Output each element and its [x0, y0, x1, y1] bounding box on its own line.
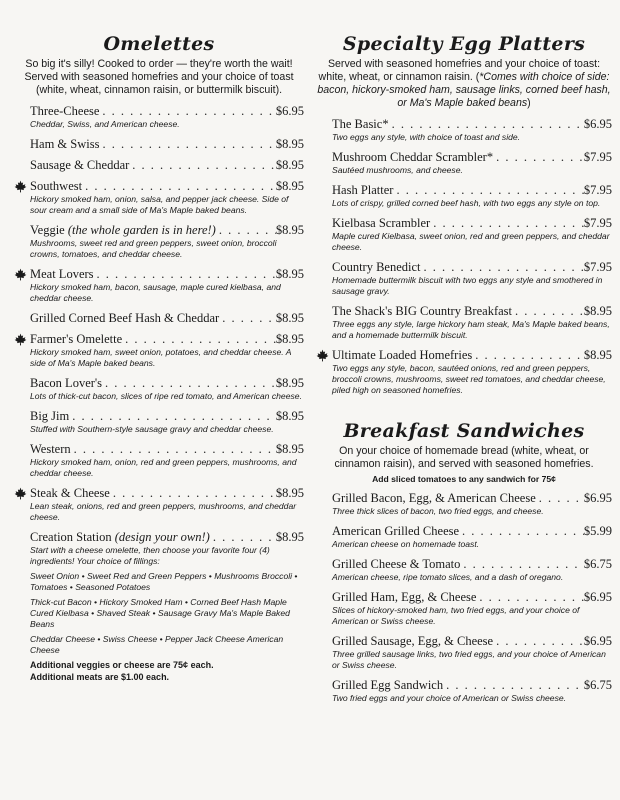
menu-item-row: [332, 150, 612, 164]
fillings-cheeses: Cheddar Cheese • Swiss Cheese • Pepper Jack Cheese American Cheese: [30, 634, 284, 655]
menu-item-description: Hickory smoked ham, onion, red and green peppers, mushrooms, and cheddar cheese.: [30, 457, 297, 478]
menu-item-title: Grilled Bacon, Egg, & American Cheese: [332, 491, 536, 505]
menu-item: [316, 491, 612, 517]
menu-item: [316, 260, 612, 297]
leader-dots: [460, 557, 583, 571]
menu-item-price: $8.95: [275, 158, 304, 172]
leader-dots: [216, 223, 276, 237]
menu-item-row: [30, 137, 304, 151]
sandwiches-title: Breakfast Sandwiches: [343, 420, 585, 442]
menu-item-name: [30, 376, 102, 390]
leader-dots: [512, 304, 584, 318]
extras-note: [14, 660, 304, 683]
menu-item-description: Three thick slices of bacon, two fried eggs, and cheese.: [332, 506, 544, 516]
menu-item-name: [332, 216, 430, 230]
menu-item-title: Steak & Cheese: [30, 486, 110, 500]
menu-item-description: Hickory smoked ham, bacon, sausage, maple cured kielbasa, and cheddar cheese.: [30, 282, 281, 303]
menu-item: [14, 179, 304, 216]
sandwiches-list: [316, 491, 612, 704]
menu-item-title: Three-Cheese: [30, 104, 100, 118]
menu-item-row: [332, 491, 612, 505]
menu-item-row: [30, 376, 304, 390]
menu-item-description: Sautéed mushrooms, and cheese.: [332, 165, 463, 175]
menu-item-note: (the whole garden is in here!): [67, 223, 216, 237]
menu-item-name: [332, 304, 512, 318]
menu-item-description: American cheese on homemade toast.: [332, 539, 480, 549]
menu-item-description: Lots of thick-cut bacon, slices of ripe red tomato, and American cheese.: [30, 391, 302, 401]
menu-item-title: Ham & Swiss: [30, 137, 100, 151]
leader-dots: [94, 267, 276, 281]
menu-item: [316, 304, 612, 341]
menu-item-title: Farmer's Omelette: [30, 332, 123, 346]
menu-item-price: $6.95: [583, 117, 612, 131]
menu-item-title: The Basic*: [332, 117, 389, 131]
menu-item: [316, 590, 612, 627]
menu-item-title: Grilled Egg Sandwich: [332, 678, 444, 692]
platters-title: Specialty Egg Platters: [342, 33, 586, 55]
menu-item: [316, 634, 612, 671]
menu-item-price: $6.75: [583, 557, 612, 571]
menu-item-description: Two eggs any style, bacon, sautéed onions, red and green peppers, broccoli crowns, mushrooms, sweet red tomatoes, and cheddar cheese, piled high on seasoned homefries.: [332, 363, 606, 395]
maple-leaf-icon: [14, 268, 27, 281]
menu-item-row: [30, 104, 304, 118]
menu-item: [316, 557, 612, 583]
menu-item-price: $7.95: [583, 150, 612, 164]
menu-item-description: Lots of crispy, grilled corned beef hash, with two eggs any style on top.: [332, 198, 601, 208]
leader-dots: [102, 376, 276, 390]
menu-item-name: [30, 137, 99, 151]
menu-item: [14, 267, 304, 304]
menu-item: [316, 216, 612, 253]
platters-intro: [316, 58, 612, 110]
menu-item-name: [332, 557, 460, 571]
menu-item-name: [332, 150, 493, 164]
menu-item-name: [332, 348, 472, 362]
menu-item: [14, 486, 304, 523]
menu-item: [316, 183, 612, 209]
menu-item-price: $8.95: [275, 179, 304, 193]
menu-item-title: Hash Platter: [332, 183, 394, 197]
menu-item-title: Grilled Corned Beef Hash & Cheddar: [30, 311, 220, 325]
menu-item-title: Western: [30, 442, 71, 456]
menu-item-row: [332, 557, 612, 571]
leader-dots: [389, 117, 584, 131]
menu-item-title: American Grilled Cheese: [332, 524, 460, 538]
omelettes-list: [14, 104, 304, 567]
menu-item-price: $6.75: [583, 678, 612, 692]
leader-dots: [430, 216, 584, 230]
menu-item: [14, 530, 304, 567]
maple-leaf-icon: [14, 333, 27, 346]
menu-item-price: $6.95: [583, 634, 612, 648]
menu-item-description: Two fried eggs and your choice of American or Swiss cheese.: [332, 693, 567, 703]
menu-item-title: Grilled Sausage, Egg, & Cheese: [332, 634, 494, 648]
menu-item-name: [332, 590, 476, 604]
menu-item-price: $8.95: [275, 530, 304, 544]
menu-item-row: [332, 304, 612, 318]
menu-item-row: [332, 348, 612, 362]
leader-dots: [476, 590, 583, 604]
menu-item-row: [332, 524, 612, 538]
menu-item-name: [332, 524, 459, 538]
leader-dots: [99, 104, 275, 118]
menu-item-title: Big Jim: [30, 409, 70, 423]
menu-item-name: [332, 634, 493, 648]
menu-item-name: [30, 486, 110, 500]
menu-item-description: American cheese, ripe tomato slices, and a dash of oregano.: [332, 572, 564, 582]
leader-dots: [536, 491, 584, 505]
leader-dots: [493, 150, 584, 164]
menu-item-title: Meat Lovers: [30, 267, 94, 281]
omelettes-column: [14, 0, 304, 683]
menu-item-row: [332, 183, 612, 197]
leader-dots: [219, 311, 276, 325]
menu-item-description: Maple cured Kielbasa, sweet onion, red and green peppers, and cheddar cheese.: [332, 231, 610, 252]
menu-item: [14, 311, 304, 325]
menu-item-price: $8.95: [275, 486, 304, 500]
leader-dots: [493, 634, 584, 648]
menu-item-name: [332, 183, 393, 197]
menu-item-description: Hickory smoked ham, sweet onion, potatoes, and cheddar cheese. A side of Ma's Maple baked beans.: [30, 347, 292, 368]
menu-item-price: $6.95: [583, 491, 612, 505]
leader-dots: [459, 524, 584, 538]
menu-item-price: $6.95: [583, 590, 612, 604]
menu-item: [14, 223, 304, 260]
menu-item-name: [332, 260, 421, 274]
menu-item-row: [332, 260, 612, 274]
menu-item-title: Grilled Ham, Egg, & Cheese: [332, 590, 477, 604]
menu-item-row: [30, 158, 304, 172]
menu-item-description: Slices of hickory-smoked ham, two fried eggs, and your choice of American or Swiss cheese.: [332, 605, 580, 626]
menu-item: [14, 409, 304, 435]
menu-item-name: [332, 678, 443, 692]
menu-item-row: [30, 332, 304, 346]
menu-item-name: [30, 158, 129, 172]
menu-item-description: Two eggs any style, with choice of toast and side.: [332, 132, 521, 142]
leader-dots: [71, 442, 276, 456]
leader-dots: [472, 348, 584, 362]
menu-item-name: [30, 409, 69, 423]
menu-item: [14, 332, 304, 369]
menu-item-title: Grilled Cheese & Tomato: [332, 557, 461, 571]
menu-item-row: [30, 223, 304, 237]
menu-item-description: Cheddar, Swiss, and American cheese.: [30, 119, 180, 129]
platters-intro-close: ): [527, 97, 531, 109]
menu-item-price: $8.95: [583, 304, 612, 318]
menu-item-description: Hickory smoked ham, onion, salsa, and pepper jack cheese. Side of sour cream and a small side of Ma's Maple baked beans.: [30, 194, 289, 215]
menu-item-price: $5.99: [583, 524, 612, 538]
menu-item: [316, 348, 612, 396]
menu-item-title: Veggie: [30, 223, 68, 237]
menu-item: [14, 442, 304, 479]
leader-dots: [122, 332, 276, 346]
maple-leaf-icon: [14, 487, 27, 500]
menu-item-row: [30, 486, 304, 500]
menu-item-row: [332, 590, 612, 604]
menu-item: [14, 104, 304, 130]
leader-dots: [443, 678, 584, 692]
omelettes-intro: So big it's silly! Cooked to order — they're worth the wait! Served with seasoned homefries and your choice of toast (white, wheat, cinnamon raisin, or buttermilk biscuit).: [24, 58, 294, 96]
menu-item-price: $7.95: [583, 260, 612, 274]
menu-item-title: Southwest: [30, 179, 83, 193]
menu-item-price: $8.95: [583, 348, 612, 362]
menu-item-name: [30, 104, 99, 118]
menu-item-title: Creation Station: [30, 530, 115, 544]
menu-item: [316, 117, 612, 143]
menu-item-price: $8.95: [275, 311, 304, 325]
menu-item-price: $8.95: [275, 332, 304, 346]
leader-dots: [82, 179, 276, 193]
menu-item-title: Sausage & Cheddar: [30, 158, 130, 172]
leader-dots: [69, 409, 276, 423]
leader-dots: [110, 486, 276, 500]
menu-item-description: Mushrooms, sweet red and green peppers, sweet onion, broccoli crowns, tomatoes, and cheddar cheese.: [30, 238, 277, 259]
menu-item-row: [30, 179, 304, 193]
fillings-veggies: Sweet Onion • Sweet Red and Green Peppers • Mushrooms Broccoli • Tomatoes • Seasoned Potatoes: [30, 571, 298, 592]
menu-item-name: [332, 491, 536, 505]
menu-item-name: [30, 311, 219, 325]
menu-item-row: [30, 442, 304, 456]
leader-dots: [393, 183, 583, 197]
menu-item: [14, 376, 304, 402]
menu-item-price: $7.95: [583, 216, 612, 230]
maple-leaf-icon: [316, 349, 329, 362]
menu-item: [14, 158, 304, 172]
menu-item-name: [30, 332, 122, 346]
menu-item-price: $8.95: [275, 137, 304, 151]
fillings-meats: Thick-cut Bacon • Hickory Smoked Ham • Corned Beef Hash Maple Cured Kielbasa • Shaved Steak • Sausage Gravy Ma's Maple Baked Beans: [30, 597, 290, 629]
menu-item-price: $8.95: [275, 267, 304, 281]
menu-item-description: Lean steak, onions, red and green peppers, mushrooms, and cheddar cheese.: [30, 501, 297, 522]
menu-item-name: [30, 223, 216, 237]
leader-dots: [421, 260, 584, 274]
fillings-list: [14, 571, 304, 656]
menu-item-price: $6.95: [275, 104, 304, 118]
menu-item-row: [30, 267, 304, 281]
leader-dots: [99, 137, 275, 151]
menu-item: [316, 524, 612, 550]
menu-item-name: [30, 179, 82, 193]
menu-item-row: [30, 409, 304, 423]
menu-item-price: $8.95: [275, 442, 304, 456]
menu-item-name: [30, 530, 210, 544]
platters-sandwiches-column: [316, 0, 612, 704]
menu-item-title: Country Benedict: [332, 260, 421, 274]
menu-item-note: (design your own!): [114, 530, 210, 544]
sandwiches-tomato-note: Add sliced tomatoes to any sandwich for 75¢: [372, 474, 556, 484]
menu-item-title: Ultimate Loaded Homefries: [332, 348, 473, 362]
menu-item-row: [332, 678, 612, 692]
menu-item: [14, 137, 304, 151]
menu-item-price: $8.95: [275, 223, 304, 237]
extras-meats-price: Additional meats are $1.00 each.: [30, 671, 170, 682]
extras-veggies-price: Additional veggies or cheese are 75¢ each.: [30, 660, 214, 670]
menu-item-row: [332, 216, 612, 230]
menu-item-title: Bacon Lover's: [30, 376, 103, 390]
menu-item-row: [30, 311, 304, 325]
menu-item: [316, 678, 612, 704]
menu-item: [316, 150, 612, 176]
menu-item-row: [30, 530, 304, 544]
menu-item-row: [332, 117, 612, 131]
maple-leaf-icon: [14, 180, 27, 193]
menu-item-title: Kielbasa Scrambler: [332, 216, 431, 230]
menu-item-description: Stuffed with Southern-style sausage gravy and cheddar cheese.: [30, 424, 274, 434]
platters-intro-note: *Comes with choice of side: bacon, hickory-smoked ham, sausage links, corned beef hash, or Ma's Maple baked beans: [317, 71, 611, 109]
menu-item-name: [30, 442, 71, 456]
menu-item-price: $8.95: [275, 409, 304, 423]
omelettes-title: Omelettes: [103, 33, 215, 55]
menu-item-name: [332, 117, 389, 131]
platters-intro-main: Served with seasoned homefries and your choice of toast: white, wheat, or cinnamon raisin. (: [318, 58, 601, 83]
menu-item-description: Three grilled sausage links, two fried eggs, and your choice of American or Swiss cheese.: [332, 649, 606, 670]
platters-list: [316, 117, 612, 396]
menu-item-price: $7.95: [583, 183, 612, 197]
menu-item-title: Mushroom Cheddar Scrambler*: [332, 150, 494, 164]
menu-item-description: Homemade buttermilk biscuit with two eggs any style and smothered in sausage gravy.: [332, 275, 603, 296]
menu-item-description: Three eggs any style, large hickory ham steak, Ma's Maple baked beans, and a homemade buttermilk biscuit.: [332, 319, 610, 340]
leader-dots: [129, 158, 276, 172]
menu-item-row: [332, 634, 612, 648]
menu-item-price: $8.95: [275, 376, 304, 390]
menu-item-description: Start with a cheese omelette, then choose your favorite four (4) ingredients! Your choice of fillings:: [30, 545, 270, 566]
menu-item-name: [30, 267, 94, 281]
leader-dots: [210, 530, 276, 544]
sandwiches-intro: On your choice of homemade bread (white, wheat, or cinnamon raisin), and served with seasoned homefries.: [334, 445, 594, 470]
menu-item-title: The Shack's BIG Country Breakfast: [332, 304, 512, 318]
